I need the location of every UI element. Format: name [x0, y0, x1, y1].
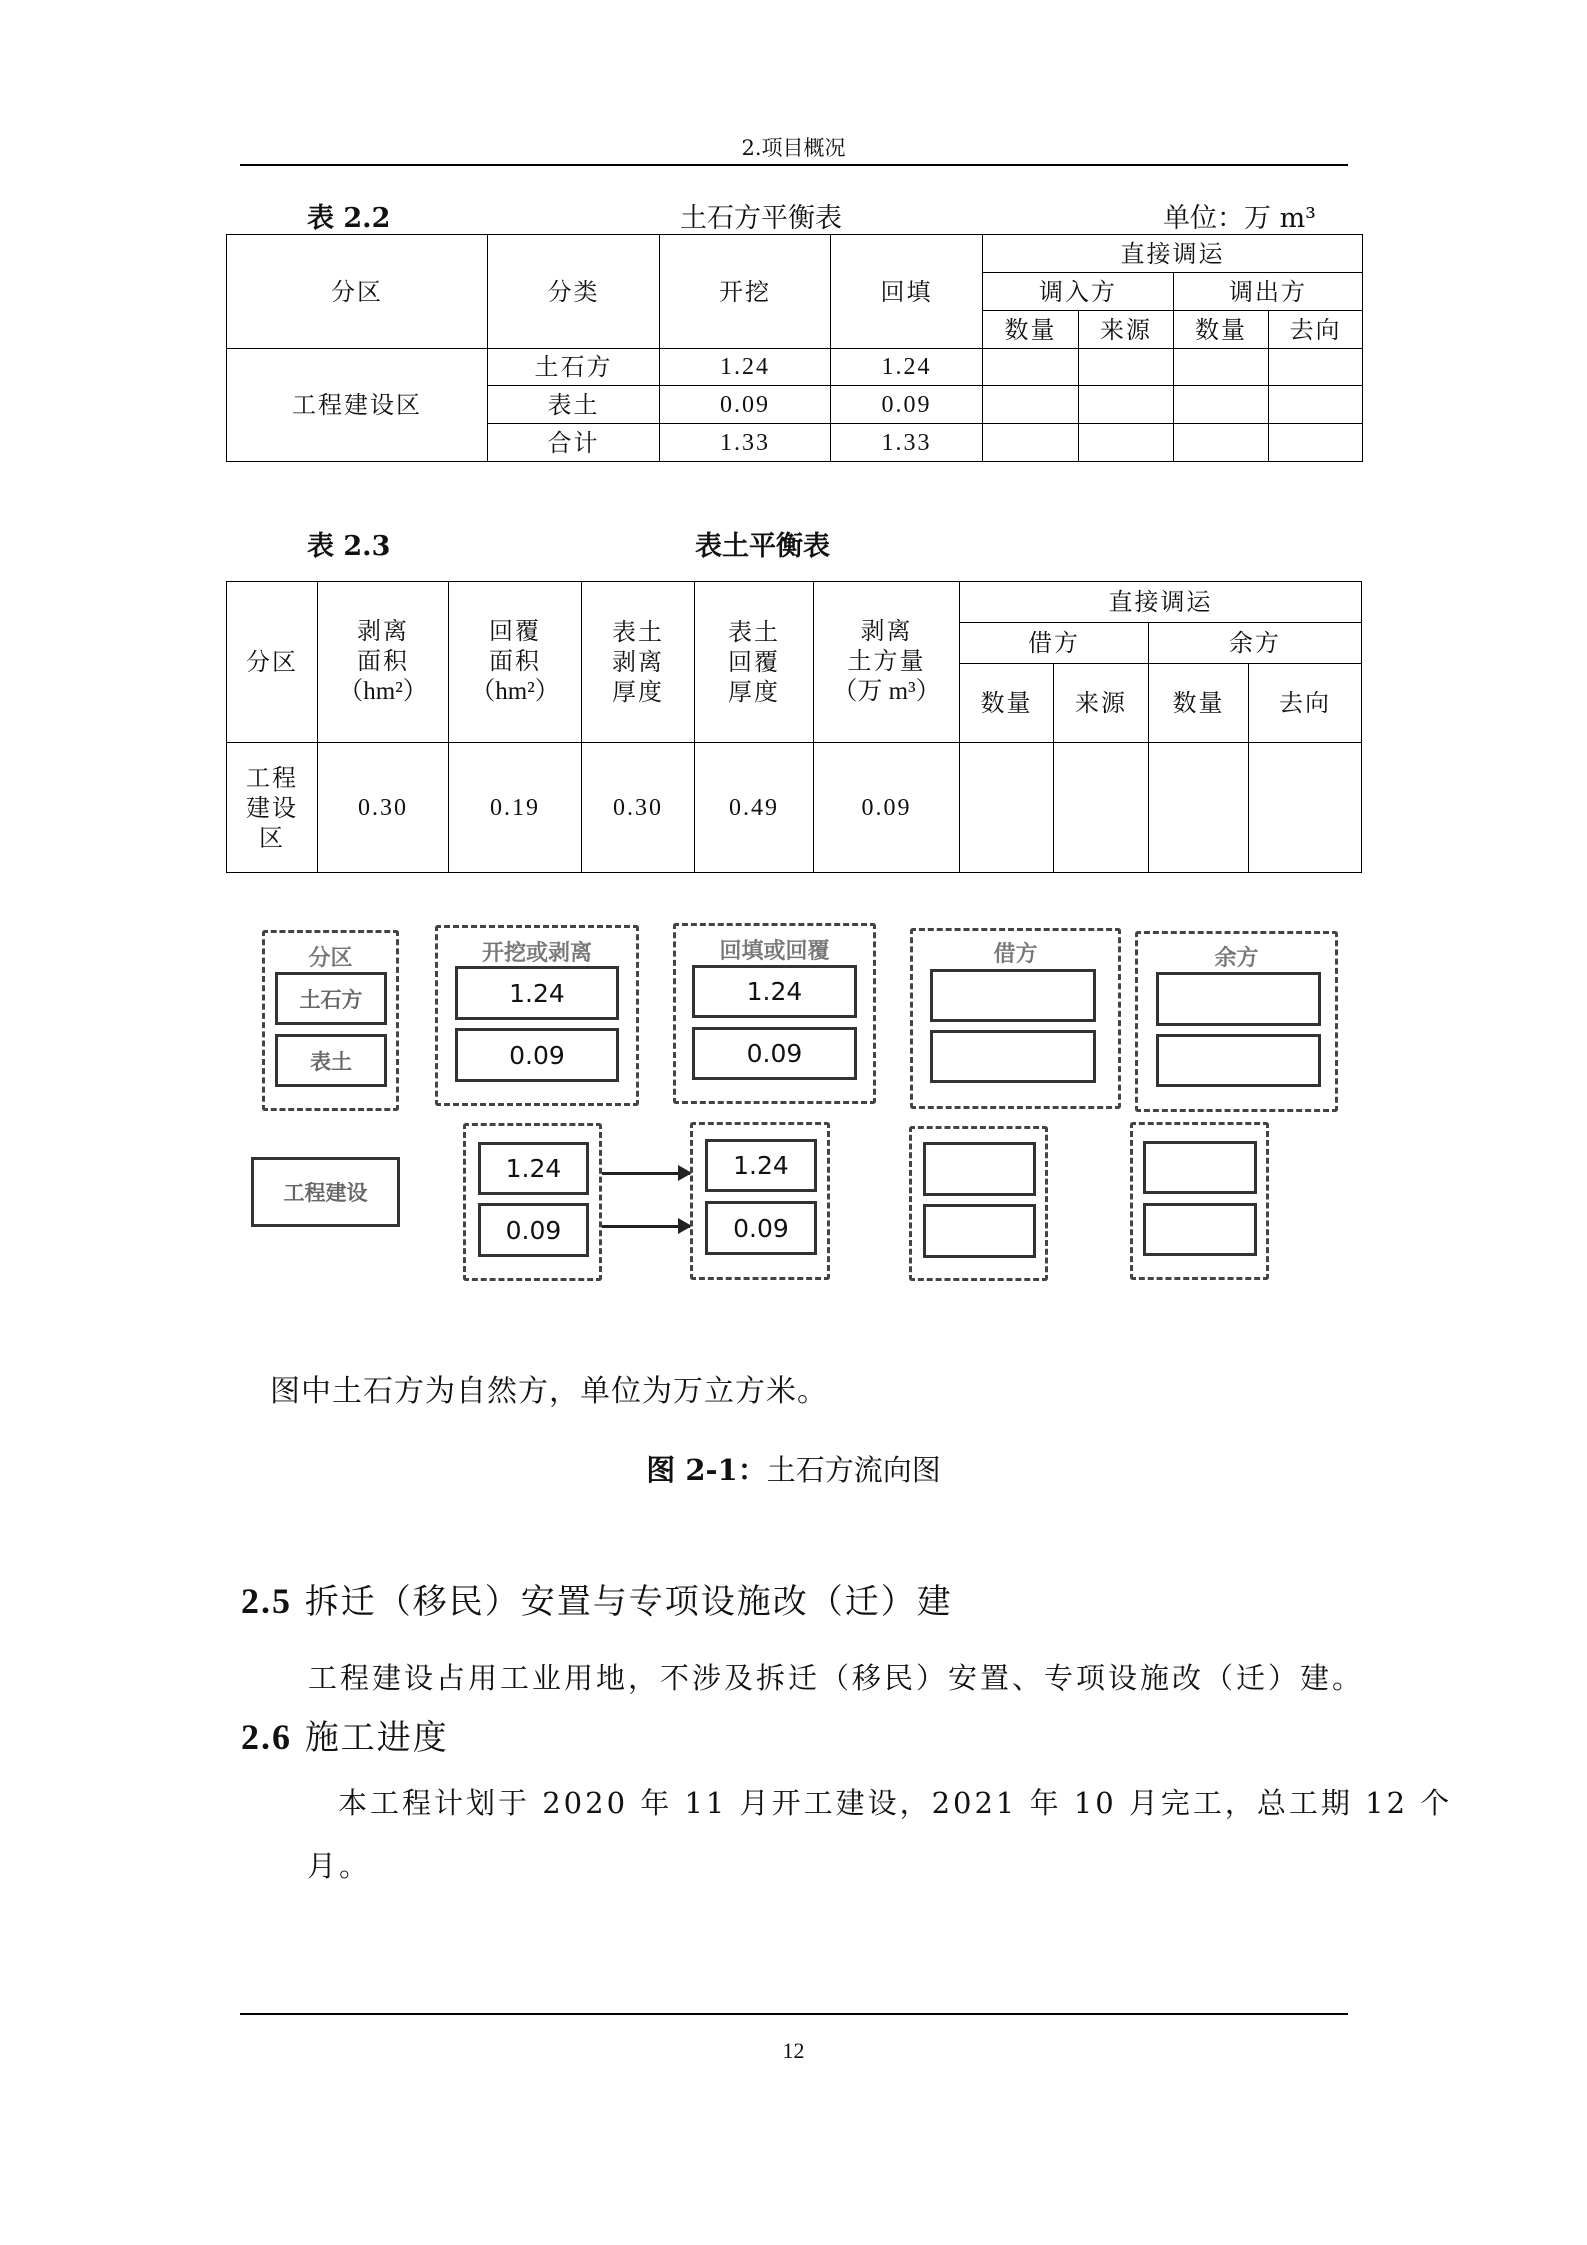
- strip-thickness-cell: 0.30: [582, 743, 695, 873]
- excavation-value: 0.09: [455, 1028, 619, 1082]
- header-line: 厚度: [728, 678, 780, 706]
- header-category: 分类: [488, 235, 660, 349]
- excavation-cell: 1.24: [660, 349, 831, 386]
- empty-cell: [1149, 743, 1249, 873]
- footer-rule: [240, 2013, 1348, 2015]
- header-borrow-source: 来源: [1054, 664, 1149, 743]
- project-zone-box: 工程建设: [251, 1157, 400, 1227]
- section-2-6-heading: [241, 1710, 449, 1759]
- zone-legend-item: 表土: [275, 1034, 387, 1087]
- header-unit: （万 m³）: [832, 678, 941, 706]
- flow-backfill-value: 0.09: [705, 1201, 817, 1255]
- empty-cell: [983, 349, 1079, 386]
- zone-line: 区: [259, 823, 285, 852]
- header-backfill: 回填: [831, 235, 983, 349]
- empty-cell: [983, 386, 1079, 424]
- header-zone: 分区: [227, 582, 318, 743]
- table-2-2-unit: 单位：万 m³: [1163, 203, 1317, 234]
- section-2-6-body-line1: 本工程计划于 2020 年 11 月开工建设，2021 年 10 月完工，总工期 12 个: [338, 1786, 1453, 1820]
- running-header: 2.项目概况: [741, 136, 846, 160]
- header-line: 剥离: [357, 617, 409, 646]
- header-borrow: 借方: [960, 623, 1149, 664]
- excavation-legend-label: 开挖或剥离: [481, 941, 592, 966]
- header-unit: （hm²）: [470, 678, 560, 706]
- header-line: 剥离: [860, 617, 913, 646]
- header-strip-area: [318, 582, 449, 743]
- cover-area-cell: 0.19: [449, 743, 582, 873]
- flow-backfill-value: 1.24: [705, 1139, 817, 1192]
- header-line: 厚度: [612, 678, 664, 706]
- header-surplus-qty: 数量: [1149, 664, 1249, 743]
- backfill-value: 0.09: [692, 1027, 857, 1080]
- header-line: 土方量: [847, 647, 926, 676]
- borrow-empty-box: [930, 969, 1096, 1022]
- zone-legend-item: 土石方: [275, 972, 387, 1025]
- table-2-3-label: 表 2.3: [307, 531, 391, 562]
- header-unit: （hm²）: [338, 678, 428, 706]
- flow-arrow-icon: [602, 1225, 690, 1228]
- figure-note: 图中土石方为自然方，单位为万立方米。: [270, 1374, 828, 1409]
- section-2-5-heading: [241, 1574, 953, 1623]
- header-line: 面积: [357, 647, 409, 676]
- header-zone: 分区: [227, 235, 488, 349]
- header-strip-volume: [814, 582, 960, 743]
- table-row: [227, 743, 1362, 873]
- backfill-legend-label: 回填或回覆: [719, 939, 830, 964]
- header-cover-thickness: [695, 582, 814, 743]
- backfill-value: 1.24: [692, 965, 857, 1018]
- backfill-cell: 0.09: [831, 386, 983, 424]
- cover-thickness-cell: 0.49: [695, 743, 814, 873]
- empty-cell: [1079, 349, 1174, 386]
- table-2-2-label: 表 2.2: [307, 203, 391, 234]
- table-row: [227, 349, 1363, 386]
- section-2-5-body: 工程建设占用工业用地，不涉及拆迁（移民）安置、专项设施改（迁）建。: [308, 1661, 1365, 1695]
- header-excavation: 开挖: [660, 235, 831, 349]
- category-cell: 土石方: [488, 349, 660, 386]
- header-out-dest: 去向: [1269, 311, 1363, 349]
- empty-cell: [1249, 743, 1362, 873]
- header-in-source: 来源: [1079, 311, 1174, 349]
- empty-cell: [960, 743, 1054, 873]
- zone-cell: [227, 743, 318, 873]
- header-line: 面积: [489, 647, 541, 676]
- header-line: 表土: [612, 618, 664, 646]
- empty-cell: [1054, 743, 1149, 873]
- earthwork-balance-table: [226, 234, 1363, 462]
- borrow-empty-box: [930, 1030, 1096, 1083]
- strip-volume-cell: 0.09: [814, 743, 960, 873]
- header-rule: [240, 164, 1348, 166]
- zone-line: 建设: [246, 793, 298, 822]
- empty-cell: [1174, 424, 1269, 462]
- header-borrow-qty: 数量: [960, 664, 1054, 743]
- header-surplus: 余方: [1149, 623, 1362, 664]
- header-in-qty: 数量: [983, 311, 1079, 349]
- section-number: 2.5: [241, 1581, 292, 1621]
- header-transfer-out: 调出方: [1174, 273, 1363, 311]
- flow-arrow-icon: [602, 1172, 690, 1175]
- surplus-legend-label: 余方: [1214, 946, 1259, 971]
- category-cell: 合计: [488, 424, 660, 462]
- header-strip-thickness: [582, 582, 695, 743]
- empty-cell: [1079, 386, 1174, 424]
- flow-surplus-empty-box: [1143, 1203, 1257, 1256]
- borrow-legend-label: 借方: [993, 942, 1038, 967]
- flow-borrow-empty-box: [923, 1204, 1036, 1258]
- figure-caption-number: 图 2-1：: [646, 1453, 767, 1487]
- zone-line: 工程: [246, 763, 298, 792]
- section-2-6-body-line2: 月。: [307, 1849, 372, 1883]
- header-cover-area: [449, 582, 582, 743]
- strip-area-cell: 0.30: [318, 743, 449, 873]
- category-cell: 表土: [488, 386, 660, 424]
- table-2-3-title: 表土平衡表: [695, 531, 830, 562]
- empty-cell: [1269, 349, 1363, 386]
- topsoil-balance-table: [226, 581, 1362, 873]
- header-transfer-in: 调入方: [983, 273, 1174, 311]
- page-number: 12: [782, 2038, 805, 2063]
- empty-cell: [1269, 386, 1363, 424]
- empty-cell: [1174, 386, 1269, 424]
- surplus-empty-box: [1156, 1034, 1321, 1087]
- figure-caption-text: 土石方流向图: [766, 1453, 941, 1487]
- header-surplus-dest: 去向: [1249, 664, 1362, 743]
- empty-cell: [1079, 424, 1174, 462]
- header-line: 表土: [728, 618, 780, 646]
- zone-legend-label: 分区: [308, 946, 353, 971]
- flow-excavation-value: 1.24: [478, 1142, 589, 1195]
- empty-cell: [1174, 349, 1269, 386]
- header-line: 回覆: [489, 617, 541, 646]
- flow-excavation-value: 0.09: [478, 1203, 589, 1257]
- figure-caption: [0, 1448, 1587, 1489]
- flow-borrow-empty-box: [923, 1142, 1036, 1196]
- header-line: 回覆: [728, 648, 780, 676]
- empty-cell: [983, 424, 1079, 462]
- excavation-value: 1.24: [455, 966, 619, 1020]
- excavation-cell: 0.09: [660, 386, 831, 424]
- section-title: 施工进度: [304, 1718, 449, 1758]
- empty-cell: [1269, 424, 1363, 462]
- surplus-empty-box: [1156, 972, 1321, 1026]
- section-number: 2.6: [241, 1717, 292, 1757]
- backfill-cell: 1.24: [831, 349, 983, 386]
- header-direct-transfer: 直接调运: [983, 235, 1363, 273]
- header-out-qty: 数量: [1174, 311, 1269, 349]
- flow-surplus-empty-box: [1143, 1141, 1257, 1194]
- section-title: 拆迁（移民）安置与专项设施改（迁）建: [304, 1582, 953, 1622]
- backfill-cell: 1.33: [831, 424, 983, 462]
- table-2-2-title: 土石方平衡表: [680, 203, 842, 234]
- header-line: 剥离: [612, 648, 664, 676]
- excavation-cell: 1.33: [660, 424, 831, 462]
- header-direct-transfer: 直接调运: [960, 582, 1362, 623]
- zone-cell: 工程建设区: [227, 349, 488, 462]
